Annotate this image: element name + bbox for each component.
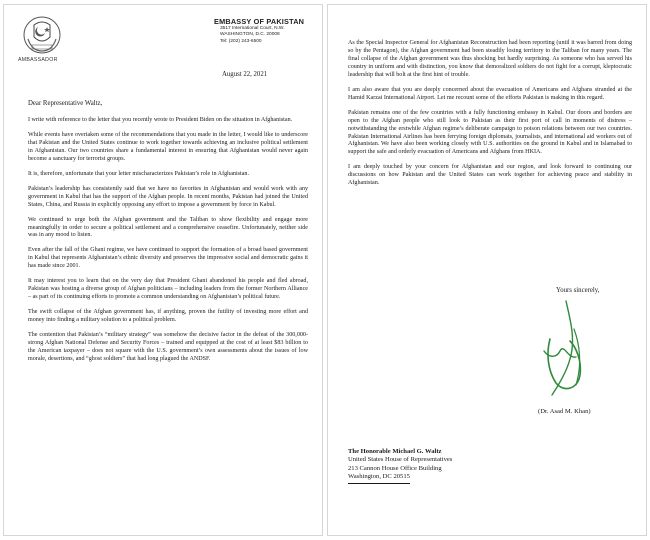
letter-page-2 — [327, 4, 647, 536]
paragraph: It is, therefore, unfortunate that your letter mischaracterizes Pakistan’s role in Afghanistan. — [28, 170, 249, 177]
paragraph: Even after the fall of the Ghani regime, we have continued to support the formation of a broad based government in Kabul that represents Afghanistan’s ethnic diversity and preserves the impressive social and democratic gains it has made since 2001. — [28, 247, 308, 270]
paragraph: The swift collapse of the Afghan government has, if anything, proven the futility of investing more effort and money into finding a military solution to a political problem. — [28, 309, 308, 324]
paragraph: I write with reference to the letter that you recently wrote to President Biden on the situation in Afghanistan. — [28, 117, 293, 123]
recipient-line: United States House of Representatives — [348, 456, 453, 464]
embassy-address-line: WASHINGTON, D.C. 20008 — [220, 32, 280, 38]
letter-page-1 — [3, 4, 323, 536]
salutation: Dear Representative Waltz, — [28, 100, 103, 107]
recipient-city-line: Washington, DC 20515 — [348, 473, 410, 483]
handwritten-signature — [526, 299, 606, 401]
paragraph: I am also aware that you are deeply concerned about the evacuation of Americans and Afghans stranded at the Hamid Karzai International Airport. Let me recount some of the efforts Pakistan is making in this regard. — [348, 86, 632, 101]
letter-body-page-1 — [28, 117, 308, 371]
letter-date: August 22, 2021 — [222, 71, 268, 78]
recipient-address — [348, 448, 452, 484]
embassy-address-line: 3517 International Court, N.W. — [220, 26, 285, 31]
recipient-name: The Honorable Michael G. Waltz — [348, 448, 442, 455]
paragraph: As the Special Inspector General for Afghanistan Reconstruction had been reporting (until it was barred from doing so by the Pentagon), the Afghan government had been steadily losing territory to the Taliban for many years. The final collapse of the Afghan government was thus shocking but hardly surprising. As someone who has served his country in uniform and with distinction, you know that demoralized soldiers do not fight for a corrupt, kleptocratic leadership that will bolt at the first hint of trouble. — [348, 40, 632, 78]
paragraph: Pakistan remains one of the few countries with a fully functioning embassy in Kabul. Our doors and borders are open to the Afghan people who still look to Pakistan as their first port of call in moments of distress – notwithstanding the erstwhile Afghan regime’s deliberate campaign to poison relations between our two countries. Pakistan International Airlines has been ferrying foreign diplomats, journalists, and international aid workers out of Afghanistan. We have also been working closely with U.S. authorities on the ground in Kabul and in Islamabad to support the safe and orderly evacuation of Americans and Afghans from HKIA. — [348, 109, 632, 156]
paragraph: While events have overtaken some of the recommendations that you made in the letter, I would like to underscore that Pakistan and the United States continue to work together towards achieving an inclusive political settlement in Afghanistan. Our two countries share a fundamental interest in ensuring that Afghanistan would never again become a sanctuary for terrorist groups. — [28, 131, 308, 162]
closing: Yours sincerely, — [556, 287, 600, 294]
embassy-letterhead — [214, 17, 319, 45]
paragraph: The contention that Pakistan’s “military strategy” was somehow the decisive factor in the defeat of the 300,000-strong Afghan National Defense and Security Forces – trained and equipped at the cost of at least $83 billion to the American taxpayer – does not square with the U.S. government’s own assessments about the issues of low morale, desertions, and “ghost soldiers” that had long plagued the ANDSF. — [28, 332, 308, 362]
ambassador-label: AMBASSADOR — [18, 57, 58, 63]
paragraph: We continued to urge both the Afghan government and the Taliban to show flexibility and engage more meaningfully in order to secure a political settlement and a comprehensive ceasefire. Unfortunately, neither side was in any mood to listen. — [28, 216, 308, 239]
paragraph: Pakistan’s leadership has consistently said that we have no favorites in Afghanistan and would work with any government in Kabul that has the support of the Afghan people. In recent months, Pakistan had joined the United States, China, and Russia in explicitly opposing any effort to impose a government by force in Kabul. — [28, 185, 308, 208]
paragraph: It may interest you to learn that on the very day that President Ghani abandoned his people and fled abroad, Pakistan was hosting a diverse group of Afghan politicians – including leaders from the former Northern Alliance – as part of its continuing efforts to promote a common understanding on Afghanistan’s political future. — [28, 278, 308, 301]
signatory-name: (Dr. Asad M. Khan) — [538, 408, 591, 415]
recipient-line: 213 Cannon House Office Building — [348, 464, 442, 472]
state-emblem-icon — [22, 15, 62, 55]
paragraph: I am deeply touched by your concern for Afghanistan and our region, and look forward to continuing our discussions on how Pakistan and the United States can work together for achieving peace and stability in Afghanistan. — [348, 164, 632, 187]
embassy-phone: Tel: (202) 243-6500 — [220, 38, 262, 44]
embassy-name: EMBASSY OF PAKISTAN — [214, 17, 305, 26]
letter-body-page-2 — [348, 40, 632, 195]
